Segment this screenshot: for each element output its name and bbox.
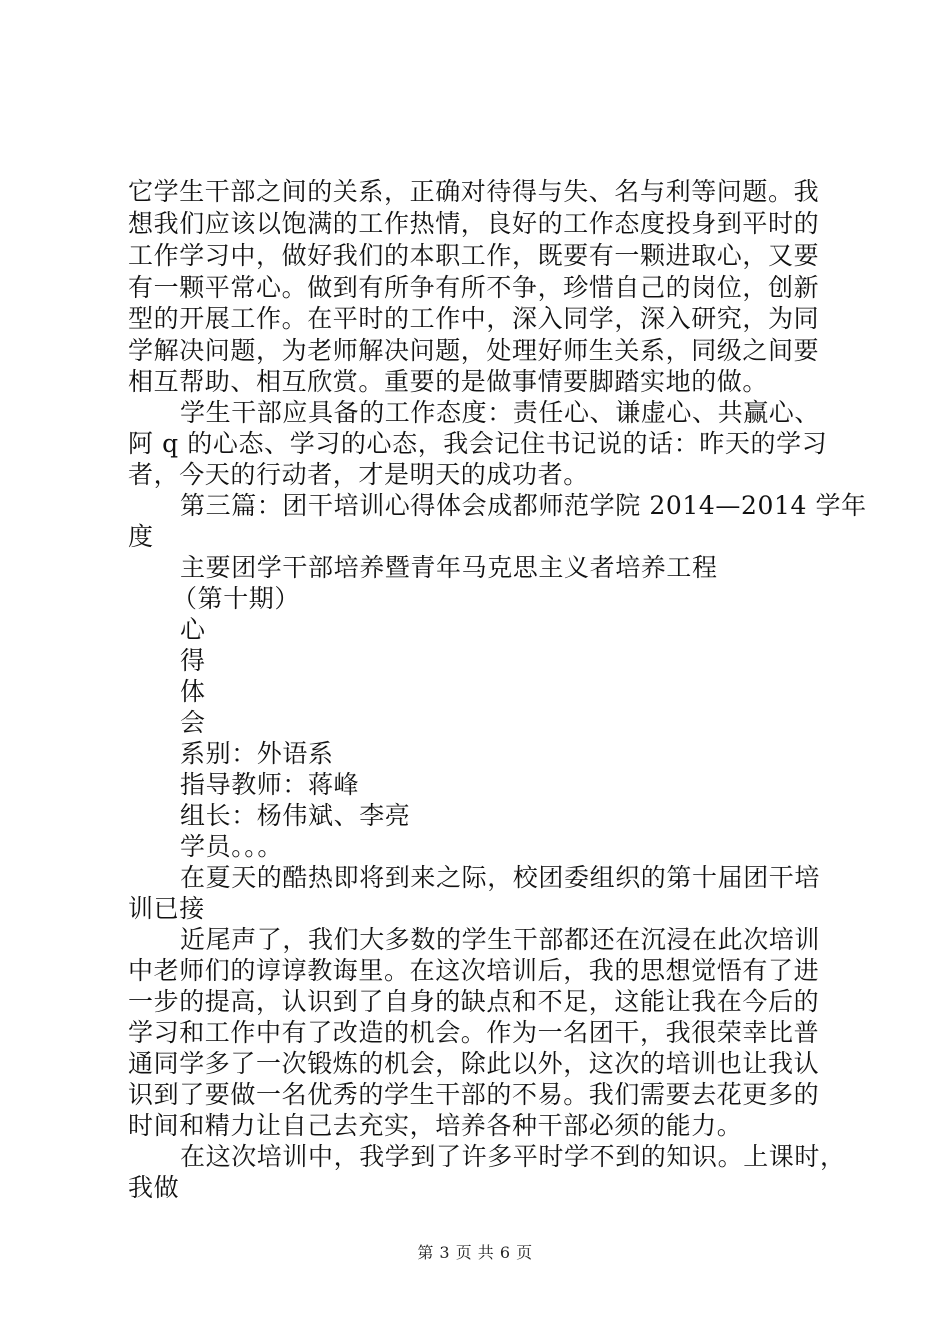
text-line: 相互帮助、相互欣赏。重要的是做事情要脚踏实地的做。: [128, 367, 769, 396]
text-line: 有一颗平常心。做到有所争有所不争，珍惜自己的岗位，创新: [128, 273, 820, 302]
members-field: 学员。。。: [180, 832, 284, 861]
text-line: 学习和工作中有了改造的机会。作为一名团干，我很荣幸比普: [128, 1018, 820, 1047]
title-char: 得: [180, 646, 206, 675]
title-char: 体: [180, 677, 206, 706]
text-line: 识到了要做一名优秀的学生干部的不易。我们需要去花更多的: [128, 1080, 820, 1109]
program-title: 主要团学干部培养暨青年马克思主义者培养工程: [180, 553, 718, 582]
text-line: 通同学多了一次锻炼的机会，除此以外，这次的培训也让我认: [128, 1049, 820, 1078]
text-line: 学解决问题，为老师解决问题，处理好师生关系，同级之间要: [128, 336, 820, 365]
text-line: 我做: [128, 1173, 180, 1202]
paragraph-start-line: 近尾声了，我们大多数的学生干部都还在沉浸在此次培训: [180, 925, 821, 954]
department-field: 系别：外语系: [180, 739, 334, 768]
text-line: 一步的提高，认识到了自身的缺点和不足，这能让我在今后的: [128, 987, 820, 1016]
text-line: 时间和精力让自己去充实，培养各种干部必须的能力。: [128, 1111, 743, 1140]
text-line: 它学生干部之间的关系，正确对待得与失、名与利等问题。我: [128, 177, 820, 206]
page-number-footer: 第 3 页 共 6 页: [417, 1243, 533, 1262]
paragraph-start-line: 学生干部应具备的工作态度：责任心、谦虚心、共赢心、: [180, 398, 821, 427]
text-line: 阿 q 的心态、学习的心态，我会记住书记说的话：昨天的学习: [128, 429, 828, 458]
title-char: 心: [180, 615, 206, 644]
text-line: 者，今天的行动者，才是明天的成功者。: [128, 460, 589, 489]
paragraph-start-line: 在这次培训中，我学到了许多平时学不到的知识。上课时，: [180, 1142, 846, 1171]
advisor-field: 指导教师：蒋峰: [180, 770, 360, 799]
text-line: 训已接: [128, 894, 205, 923]
section-heading: 第三篇：团干培训心得体会成都师范学院 2014—2014 学年: [180, 491, 867, 520]
text-line: 中老师们的谆谆教诲里。在这次培训后，我的思想觉悟有了进: [128, 956, 820, 985]
text-line: 型的开展工作。在平时的工作中，深入同学，深入研究，为同: [128, 304, 820, 333]
title-char: 会: [180, 708, 206, 737]
section-heading-continuation: 度: [128, 522, 154, 551]
paragraph-start-line: 在夏天的酷热即将到来之际，校团委组织的第十届团干培: [180, 863, 821, 892]
text-line: 想我们应该以饱满的工作热情，良好的工作态度投身到平时的: [128, 209, 820, 238]
text-line: 工作学习中，做好我们的本职工作，既要有一颗进取心，又要: [128, 241, 820, 270]
program-issue: （第十期）: [172, 584, 301, 613]
group-leader-field: 组长：杨伟斌、李亮: [180, 801, 411, 830]
